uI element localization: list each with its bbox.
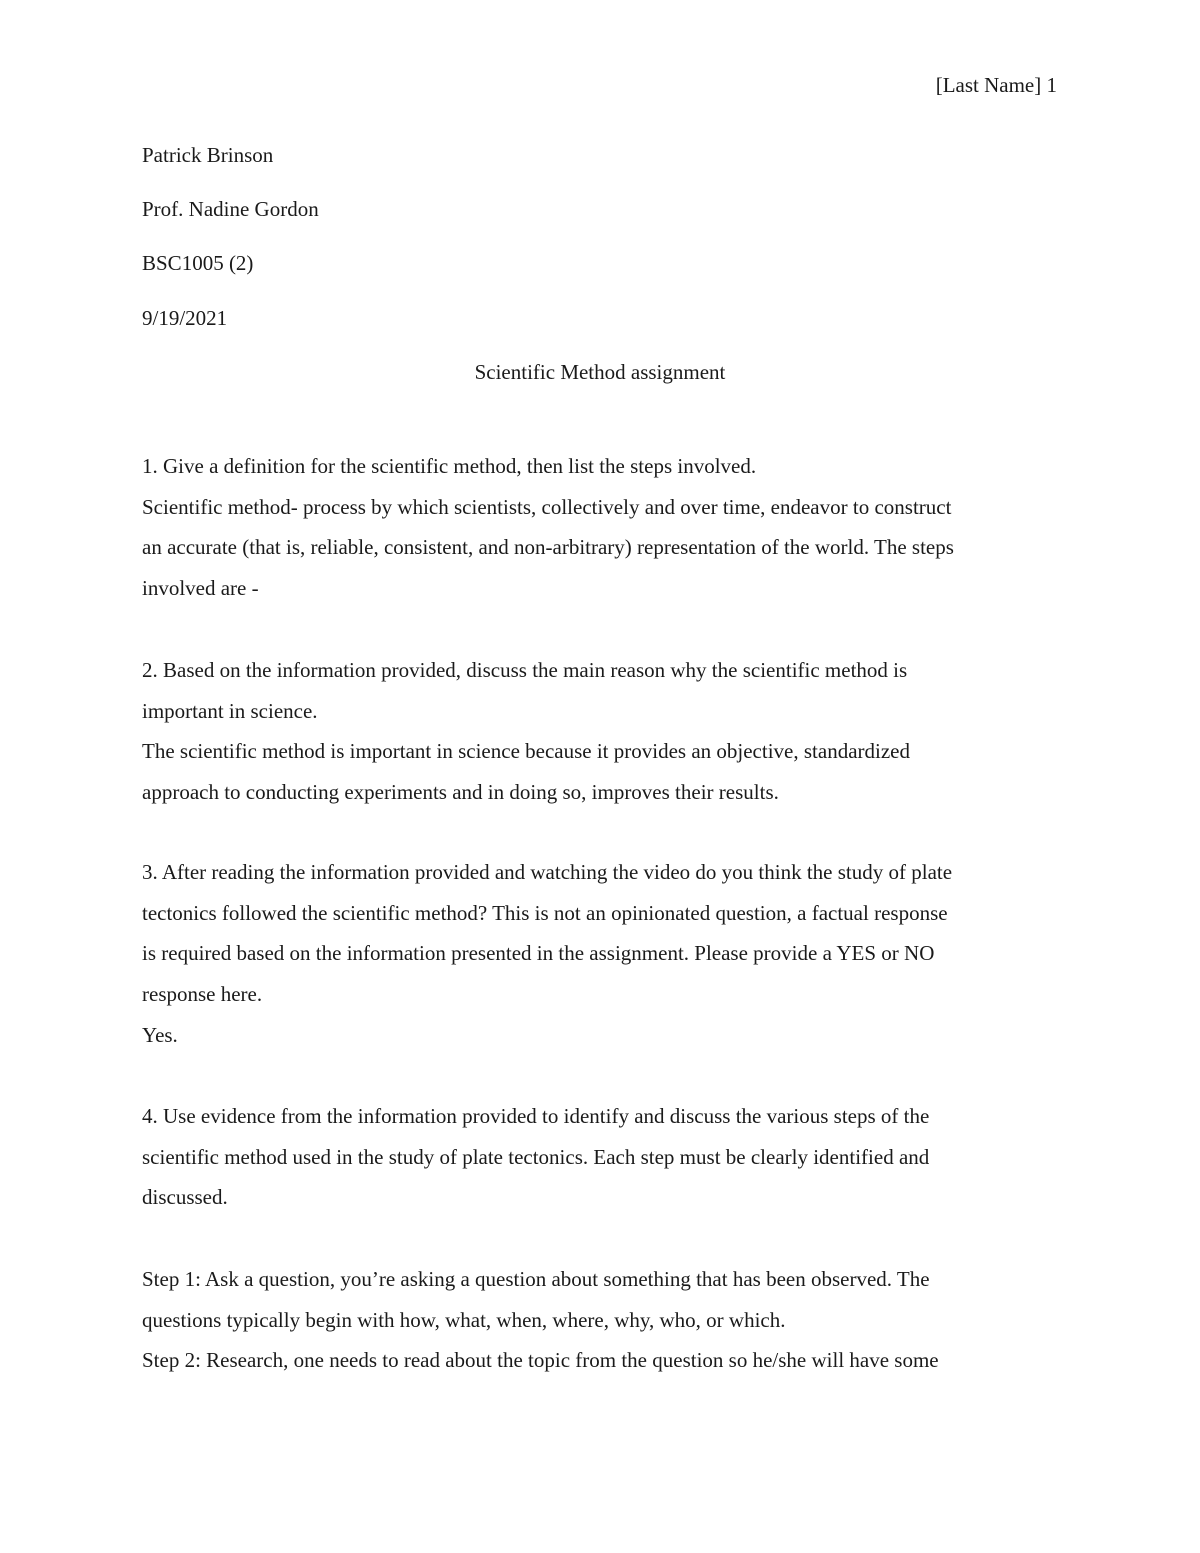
steps-block (142, 1259, 1062, 1381)
paragraph-line: questions typically begin with how, what, when, where, why, who, or which. (142, 1307, 786, 1332)
document-title: Scientific Method assignment (474, 360, 726, 384)
paragraph-line: Step 2: Research, one needs to read about the topic from the question so he/she will have some (142, 1348, 939, 1373)
question-2-block (142, 650, 1062, 813)
professor-name: Prof. Nadine Gordon (142, 197, 319, 221)
paragraph-line: involved are - (142, 576, 259, 601)
paragraph-line: important in science. (142, 698, 318, 723)
answer-line: Yes. (142, 1022, 178, 1047)
paragraph-line: an accurate (that is, reliable, consistent, and non-arbitrary) representation of the world. The steps (142, 535, 954, 560)
paragraph-line: Step 1: Ask a question, you’re asking a question about something that has been observed. The (142, 1267, 930, 1291)
running-head: [Last Name] 1 (935, 73, 1057, 97)
paragraph-line: 4. Use evidence from the information provided to identify and discuss the various steps of the (142, 1104, 930, 1128)
paragraph-line: discussed. (142, 1185, 228, 1210)
question-3-block (142, 852, 1062, 1056)
date: 9/19/2021 (142, 306, 228, 330)
paragraph-line: scientific method used in the study of plate tectonics. Each step must be clearly identified and (142, 1144, 930, 1169)
paragraph-line: response here. (142, 982, 263, 1007)
question-4-block (142, 1096, 1062, 1218)
student-name: Patrick Brinson (142, 143, 274, 167)
paragraph-line: approach to conducting experiments and in doing so, improves their results. (142, 780, 779, 805)
paragraph-line: 1. Give a definition for the scientific method, then list the steps involved. (142, 454, 757, 478)
question-1-block (142, 446, 1062, 609)
paragraph-line: is required based on the information presented in the assignment. Please provide a YES or NO (142, 941, 935, 966)
paragraph-line: The scientific method is important in science because it provides an objective, standardized (142, 739, 910, 764)
paragraph-line: 3. After reading the information provided and watching the video do you think the study of plate (142, 860, 953, 884)
paragraph-line: 2. Based on the information provided, discuss the main reason why the scientific method is (142, 658, 908, 682)
paragraph-line: Scientific method- process by which scientists, collectively and over time, endeavor to construct (142, 494, 952, 519)
course-code: BSC1005 (2) (142, 251, 254, 275)
paragraph-line: tectonics followed the scientific method? This is not an opinionated question, a factual response (142, 900, 948, 925)
